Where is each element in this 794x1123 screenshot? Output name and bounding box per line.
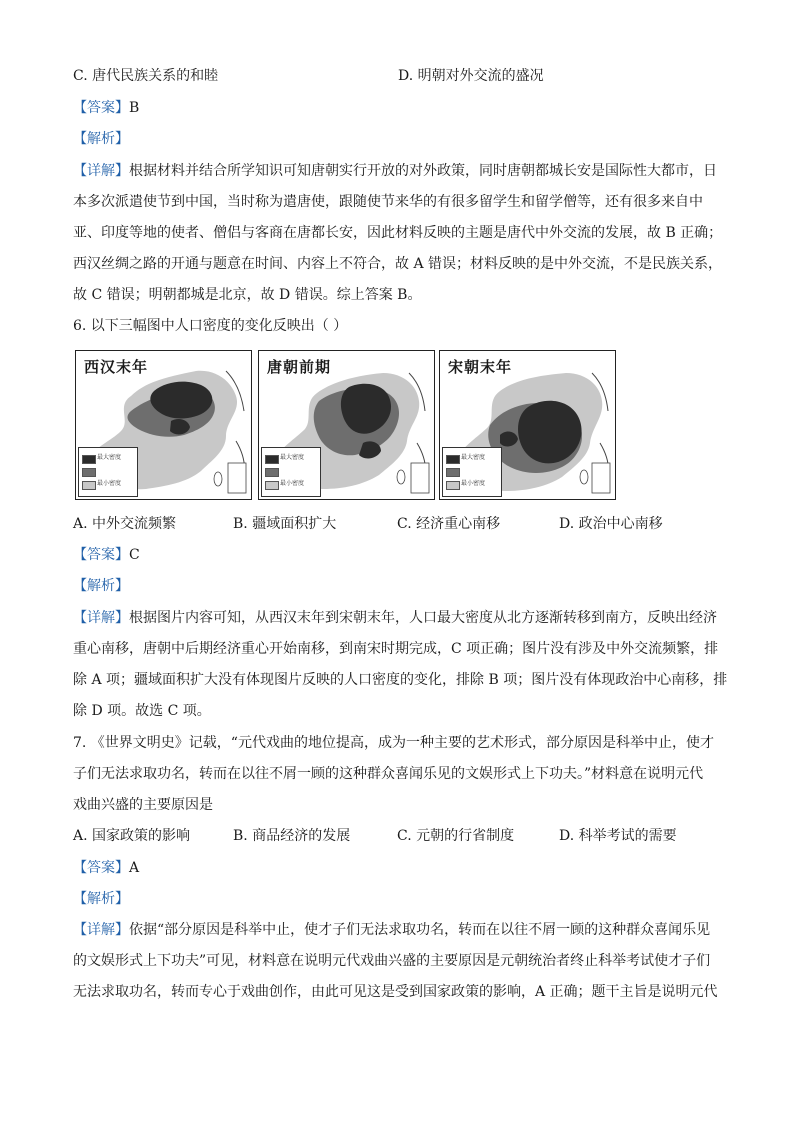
legend-label-top: 最大密度 — [280, 454, 305, 461]
map-title: 西汉末年 — [84, 358, 149, 376]
q6-detail-line: 除 A 项；疆域面积扩大没有体现图片反映的人口密度的变化，排除 B 项；图片没有体现政治中心南移，排 — [73, 672, 728, 688]
legend-swatch-high — [82, 455, 96, 464]
map-title: 宋朝末年 — [448, 358, 513, 376]
legend-label-bottom: 最小密度 — [461, 480, 486, 487]
q5-detail-line: 西汉丝绸之路的开通与题意在时间、内容上不符合，故 A 错误；材料反映的是中外交流，不是民族关系， — [73, 256, 723, 272]
inset-box — [228, 463, 246, 493]
map-legend — [261, 447, 321, 497]
map-legend — [442, 447, 502, 497]
q5-options-row — [73, 66, 733, 86]
q7-detail-line: 【详解】依据“部分原因是科举中止，使才子们无法求取功名，转而在以往不屑一顾的这种群众喜闻乐见 — [73, 922, 711, 938]
answer-tag: 【答案】 — [73, 100, 129, 116]
map-legend — [78, 447, 138, 497]
detail-tag: 【详解】 — [73, 922, 129, 938]
q7-detail-line: 的文娱形式上下功夫”可见，材料意在说明元代戏曲兴盛的主要原因是元朝统治者终止科举考试使才子们 — [73, 953, 711, 969]
legend-swatch-low — [446, 481, 460, 490]
legend-swatch-mid — [446, 468, 460, 477]
analysis-tag: 【解析】 — [73, 891, 129, 907]
q6-detail-line: 除 D 项。故选 C 项。 — [73, 703, 211, 719]
q6-detail-line: 【详解】根据图片内容可知，从西汉末年到宋朝末年，人口最大密度从北方逐渐转移到南方，反映出经济 — [73, 610, 717, 626]
q7-detail-line: 无法求取功名，转而专心于戏曲创作，由此可见这是受到国家政策的影响，A 正确；题干主旨是说明元代 — [73, 984, 718, 1000]
legend-label-top: 最大密度 — [461, 454, 486, 461]
q7-option-b: B. 商品经济的发展 — [233, 828, 351, 844]
q5-detail-line: 故 C 错误；明朝都城是北京，故 D 错误。综上答案 B。 — [73, 287, 422, 303]
legend-label-top: 最大密度 — [97, 454, 122, 461]
q7-option-d: D. 科举考试的需要 — [559, 828, 677, 844]
answer-tag: 【答案】 — [73, 860, 129, 876]
analysis-tag: 【解析】 — [73, 578, 129, 594]
q7-answer — [73, 858, 139, 878]
q5-option-d: D. 明朝对外交流的盛况 — [398, 68, 544, 84]
answer-tag: 【答案】 — [73, 547, 129, 563]
q7-analysis — [73, 889, 129, 909]
legend-label-bottom: 最小密度 — [97, 480, 122, 487]
legend-swatch-low — [82, 481, 96, 490]
q5-analysis — [73, 129, 129, 149]
q6-option-c: C. 经济重心南移 — [397, 516, 501, 532]
map-western-han — [75, 350, 252, 500]
answer-value: B — [129, 100, 140, 116]
q6-stem: 6. 以下三幅图中人口密度的变化反映出（ ） — [73, 318, 348, 334]
island — [214, 472, 222, 486]
q5-option-c: C. 唐代民族关系的和睦 — [73, 68, 219, 84]
map-title: 唐朝前期 — [267, 358, 332, 376]
q7-stem-line: 戏曲兴盛的主要原因是 — [73, 797, 213, 813]
q6-detail-line: 重心南移，唐朝中后期经济重心开始南移，到南宋时期完成，C 项正确；图片没有涉及中外交流频繁，排 — [73, 641, 719, 657]
island — [397, 470, 405, 484]
answer-value: C — [129, 547, 140, 563]
island — [580, 470, 588, 484]
legend-label-bottom: 最小密度 — [280, 480, 305, 487]
inset-box — [411, 463, 429, 493]
q5-answer — [73, 98, 139, 118]
map-early-tang — [258, 350, 435, 500]
q6-option-a: A. 中外交流频繁 — [73, 516, 177, 532]
q6-option-b: B. 疆域面积扩大 — [233, 516, 337, 532]
q5-detail-line: 本多次派遣使节到中国，当时称为遣唐使，跟随使节来华的有很多留学生和留学僧等，还有很多来自中 — [73, 194, 703, 210]
q7-option-c: C. 元朝的行省制度 — [397, 828, 515, 844]
inset-box — [592, 463, 610, 493]
legend-swatch-mid — [265, 468, 279, 477]
q6-analysis — [73, 576, 129, 596]
q5-detail-line: 【详解】根据材料并结合所学知识可知唐朝实行开放的对外政策，同时唐朝都城长安是国际性大都市，日 — [73, 163, 717, 179]
legend-swatch-mid — [82, 468, 96, 477]
map-late-song — [439, 350, 616, 500]
q7-stem-line: 7. 《世界文明史》记载，“元代戏曲的地位提高，成为一种主要的艺术形式，部分原因是科举中止，使才 — [73, 735, 714, 751]
legend-swatch-low — [265, 481, 279, 490]
answer-value: A — [129, 860, 140, 876]
detail-tag: 【详解】 — [73, 163, 129, 179]
q5-detail-line: 亚、印度等地的使者、僧侣与客商在唐都长安，因此材料反映的主题是唐代中外交流的发展，故 B 正确； — [73, 225, 723, 241]
q6-option-d: D. 政治中心南移 — [559, 516, 663, 532]
q7-options-row — [73, 826, 733, 846]
q6-options-row — [73, 514, 733, 534]
legend-swatch-high — [446, 455, 460, 464]
detail-tag: 【详解】 — [73, 610, 129, 626]
q7-stem-line: 子们无法求取功名，转而在以往不屑一顾的这种群众喜闻乐见的文娱形式上下功夫。”材料意在说明元代 — [73, 766, 704, 782]
analysis-tag: 【解析】 — [73, 131, 129, 147]
q7-option-a: A. 国家政策的影响 — [73, 828, 191, 844]
population-density-maps — [75, 350, 615, 500]
q6-answer — [73, 545, 140, 565]
legend-swatch-high — [265, 455, 279, 464]
